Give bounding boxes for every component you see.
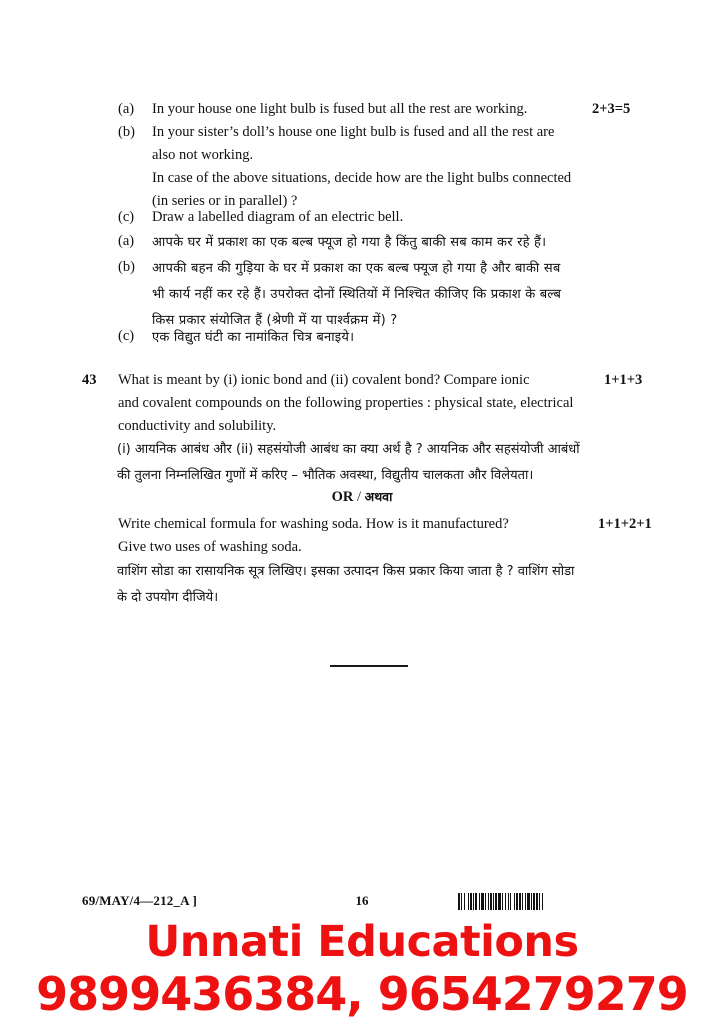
- question-43-english: [118, 369, 573, 438]
- item-line: also not working.: [152, 147, 254, 163]
- item-body: [152, 121, 678, 213]
- item-line: In your sister’s doll’s house one light bulb is fused and all the rest are: [152, 124, 555, 140]
- question-line: conductivity and solubility.: [118, 418, 277, 434]
- question-item-hi-b: [118, 256, 678, 334]
- alternative-question-english: [118, 513, 509, 559]
- or-divider: [0, 485, 724, 509]
- item-line: In case of the above situations, decide how are the light bulbs connected: [152, 170, 572, 186]
- question-line: के दो उपयोग दीजिये।: [117, 590, 219, 605]
- question-item-hi-a: [118, 230, 678, 256]
- item-line: किस प्रकार संयोजित हैं (श्रेणी में या पार्श्वक्रम में) ?: [152, 313, 398, 328]
- question-line: What is meant by (i) ionic bond and (ii) covalent bond? Compare ionic: [118, 372, 530, 388]
- question-item-en-c: [118, 206, 678, 229]
- marks-alternative: 1+1+2+1: [598, 516, 652, 532]
- item-label: (a): [118, 233, 135, 249]
- question-line: की तुलना निम्नलिखित गुणों में करिए – भौतिक अवस्था, विद्युतीय चालकता और विलेयता।: [117, 468, 534, 483]
- question-line: Give two uses of washing soda.: [118, 539, 302, 555]
- item-label: (c): [118, 209, 135, 225]
- item-line: आपके घर में प्रकाश का एक बल्ब फ्यूज हो गया है किंतु बाकी सब काम कर रहे हैं।: [152, 235, 547, 250]
- item-body: [152, 256, 678, 334]
- question-item-en-b: [118, 121, 678, 213]
- item-label: (b): [118, 259, 135, 275]
- section-end-rule: [330, 665, 408, 667]
- item-label: (c): [118, 328, 135, 344]
- item-label: (b): [118, 124, 135, 140]
- or-english: OR: [331, 489, 354, 505]
- item-body: [152, 325, 678, 351]
- question-line: and covalent compounds on the following properties : physical state, electrical: [118, 395, 574, 411]
- watermark-name: Unnati Educations: [145, 917, 579, 967]
- item-body: [152, 230, 678, 256]
- item-line: (in series or in parallel) ?: [152, 193, 298, 209]
- barcode-icon: [458, 893, 588, 910]
- question-line: वाशिंग सोडा का रासायनिक सूत्र लिखिए। इसका उत्पादन किस प्रकार किया जाता है ? वाशिंग सोडा: [117, 564, 575, 579]
- footer-paper-code: 69/MAY/4—212_A ]: [82, 893, 198, 908]
- item-label: (a): [118, 101, 135, 117]
- marks-q42: 2+3=5: [592, 101, 631, 117]
- item-line: एक विद्युत घंटी का नामांकित चित्र बनाइये।: [152, 330, 355, 345]
- question-line: Write chemical formula for washing soda. How is it manufactured?: [118, 516, 509, 532]
- item-line: In your house one light bulb is fused but all the rest are working.: [152, 101, 528, 117]
- question-line: (i) आयनिक आबंध और (ii) सहसंयोजी आबंध का क्या अर्थ है ? आयनिक और सहसंयोजी आबंधों: [117, 442, 580, 457]
- marks-q43: 1+1+3: [604, 372, 643, 388]
- item-line: आपकी बहन की गुड़िया के घर में प्रकाश का एक बल्ब फ्यूज हो गया है और बाकी सब: [152, 261, 561, 276]
- question-43-hindi: [117, 437, 580, 489]
- footer-page-number: 16: [355, 893, 369, 908]
- question-number-43: 43: [82, 372, 97, 388]
- or-separator: /: [356, 489, 362, 505]
- question-item-hi-c: [118, 325, 678, 351]
- item-line: भी कार्य नहीं कर रहे हैं। उपरोक्त दोनों स्थितियों में निश्चित कीजिए कि प्रकाश के बल्ब: [152, 287, 562, 302]
- or-hindi: अथवा: [364, 489, 393, 504]
- item-line: Draw a labelled diagram of an electric bell.: [152, 209, 404, 225]
- item-body: [152, 206, 678, 229]
- alternative-question-hindi: [117, 559, 574, 611]
- watermark-phone: 9899436384, 9654279279: [36, 967, 688, 1021]
